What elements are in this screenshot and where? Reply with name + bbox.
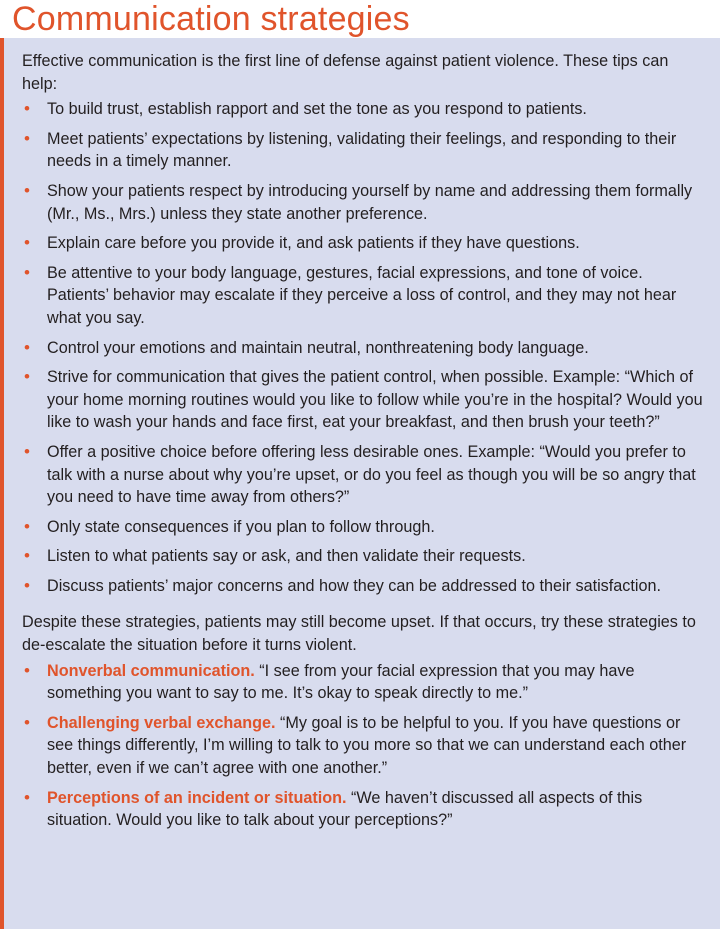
tip-text: Listen to what patients say or ask, and then validate their requests. [47,547,526,566]
bullet-icon: • [24,99,30,119]
content-box [0,38,720,929]
tip-text: Show your patients respect by introducing yourself by name and addressing them formally (Mr., Ms., Mrs.) unless they state another preference. [47,181,693,223]
list-item [22,98,704,121]
list-item [22,366,704,434]
bullet-icon: • [24,180,30,200]
bullet-icon: • [24,516,30,536]
list-item [22,787,704,832]
tip-text: Offer a positive choice before offering less desirable ones. Example: “Would you prefer to talk with a nurse about why you’re upset, or do you feel as though you will be so angry that you need to have time away from others?” [47,442,696,507]
list-item [22,660,704,705]
bullet-icon: • [24,546,30,566]
bullet-icon: • [24,262,30,282]
tip-text: Be attentive to your body language, gestures, facial expressions, and tone of voice. Patients’ behavior may escalate if they perceive a loss of control, and they may not hear what you say. [47,263,677,327]
intro-text: Effective communication is the first line of defense against patient violence. These tips can help: [22,52,669,93]
bullet-icon: • [24,233,30,253]
deescalation-intro: Despite these strategies, patients may still become upset. If that occurs, try these strategies to de-escalate the situation before it turns violent. [22,613,696,655]
title-bar [0,0,720,38]
tip-text: To build trust, establish rapport and set the tone as you respond to patients. [47,100,587,119]
list-item [22,545,704,568]
list-item [22,262,704,330]
list-item [22,712,704,780]
list-item [22,180,704,225]
tip-text: Strive for communication that gives the patient control, when possible. Example: “Which of your home morning routines would you like to follow while you’re in the hospital? Would you like to wash your hands and face first, eat your breakfast, and then brush your teeth?” [47,368,703,432]
list-item [22,337,704,360]
deescalation-list [22,660,704,832]
tip-text: Discuss patients’ major concerns and how they can be addressed to their satisfaction. [47,576,661,595]
bullet-icon: • [24,787,30,807]
page-title: Communication strategies [12,0,410,38]
bullet-icon: • [24,712,30,732]
strategy-lead: Challenging verbal exchange. [47,713,276,732]
tips-list [22,98,704,597]
tip-text: Explain care before you provide it, and ask patients if they have questions. [47,234,580,253]
strategy-text: “My goal is to be helpful to you. If you have questions or see things differently, I’m willing to talk to you more so that we can understand each other better, even if we can’t agree with one another.” [47,713,687,778]
bullet-icon: • [24,441,30,461]
strategy-lead: Perceptions of an incident or situation. [47,788,347,807]
list-item [22,575,704,598]
bullet-icon: • [24,337,30,357]
bullet-icon: • [24,660,30,680]
list-item [22,516,704,539]
strategy-text: “We haven’t discussed all aspects of this situation. Would you like to talk about your perceptions?” [47,788,643,830]
strategy-text: “I see from your facial expression that you may have something you want to say to me. It’s okay to speak directly to me.” [47,661,635,703]
list-item [22,441,704,509]
list-item [22,128,704,173]
list-item [22,232,704,255]
bullet-icon: • [24,128,30,148]
strategy-lead: Nonverbal communication. [47,661,255,680]
tip-text: Meet patients’ expectations by listening, validating their feelings, and responding to their needs in a timely manner. [47,129,677,171]
tip-text: Control your emotions and maintain neutral, nonthreatening body language. [47,338,589,357]
tip-text: Only state consequences if you plan to follow through. [47,517,435,536]
bullet-icon: • [24,575,30,595]
bullet-icon: • [24,367,30,387]
